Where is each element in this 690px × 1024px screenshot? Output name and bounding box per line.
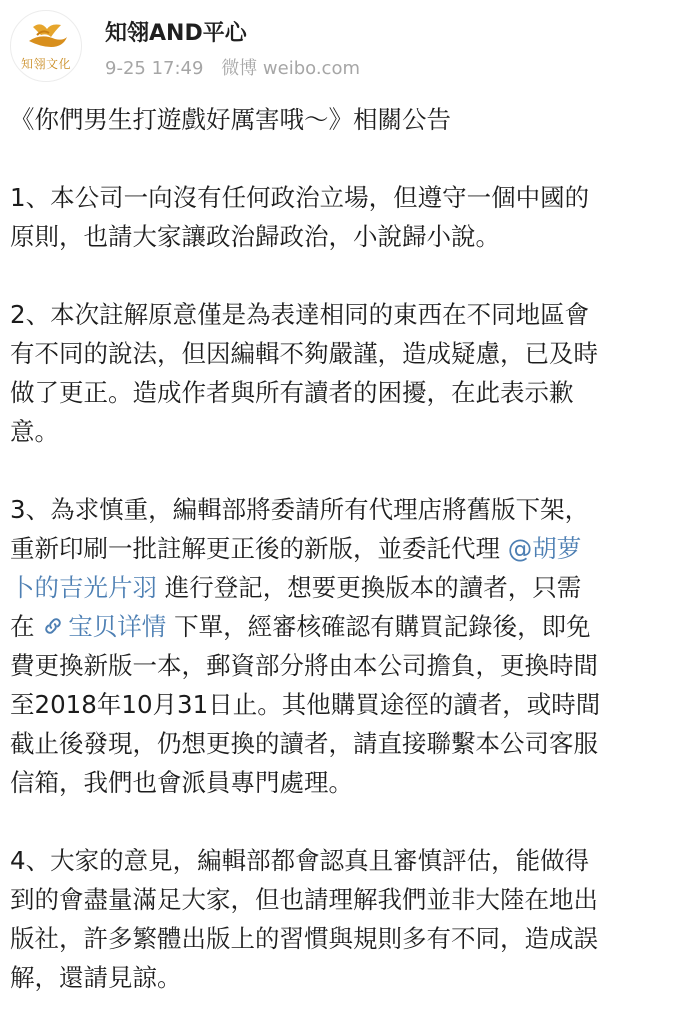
paragraph-3-text: 在	[10, 612, 43, 641]
paragraph-1-line: 原則，也請大家讓政治歸政治，小說歸小說。	[10, 222, 500, 251]
paragraph-3-line: 至2018年10月31日止。其他購買途徑的讀者，或時間	[10, 690, 601, 719]
link-icon	[42, 615, 64, 637]
avatar-caption: 知翎文化	[20, 57, 71, 71]
post-body	[10, 100, 675, 997]
paragraph-3-line	[10, 529, 675, 568]
post-meta	[105, 54, 372, 80]
paragraph-3-line: 費更換新版一本，郵資部分將由本公司擔負，更換時間	[10, 651, 598, 680]
paragraph-2-line: 意。	[10, 417, 59, 446]
paragraph-4-line: 解，還請見諒。	[10, 963, 182, 992]
paragraph-3-text: 進行登記，想要更換版本的讀者，只需	[157, 573, 582, 602]
paragraph-2-line: 有不同的說法，但因編輯不夠嚴謹，造成疑慮，已及時	[10, 339, 598, 368]
post-source: 微博 weibo.com	[221, 58, 360, 79]
paragraph-2-line: 2、本次註解原意僅是為表達相同的東西在不同地區會	[10, 300, 590, 329]
post-date[interactable]: 9-25 17:49	[105, 58, 204, 79]
paragraph-4-line: 版社，許多繁體出版上的習慣與規則多有不同，造成誤	[10, 924, 598, 953]
post-header	[10, 10, 680, 82]
mention-link-continued[interactable]: 卜的吉光片羽	[10, 573, 157, 602]
paragraph-3-text: 下單，經審核確認有購買記錄後，即免	[166, 612, 591, 641]
avatar[interactable]	[10, 10, 82, 82]
product-link[interactable]	[42, 612, 166, 641]
mention-link[interactable]: @胡萝	[507, 534, 582, 563]
paragraph-4-line: 到的會盡量滿足大家，但也請理解我們並非大陸在地出	[10, 885, 598, 914]
username[interactable]: 知翎AND平心	[105, 21, 247, 46]
paragraph-2-line: 做了更正。造成作者與所有讀者的困擾，在此表示歉	[10, 378, 574, 407]
post-title: 《你們男生打遊戲好厲害哦～》相關公告	[10, 105, 451, 134]
paragraph-3-line: 3、為求慎重，編輯部將委請所有代理店將舊版下架，	[10, 495, 590, 524]
paragraph-3-line	[10, 607, 675, 646]
product-link-label[interactable]: 宝贝详情	[68, 612, 167, 641]
paragraph-3-text: 重新印刷一批註解更正後的新版，並委託代理	[10, 534, 508, 563]
paragraph-3-line: 截止後發現，仍想更換的讀者，請直接聯繫本公司客服	[10, 729, 598, 758]
paragraph-1-line: 1、本公司一向沒有任何政治立場，但遵守一個中國的	[10, 183, 590, 212]
paragraph-4-line: 4、大家的意見，編輯部都會認真且審慎評估，能做得	[10, 846, 590, 875]
paragraph-3-line: 信箱，我們也會派員專門處理。	[10, 768, 353, 797]
paragraph-3-line	[10, 568, 675, 607]
